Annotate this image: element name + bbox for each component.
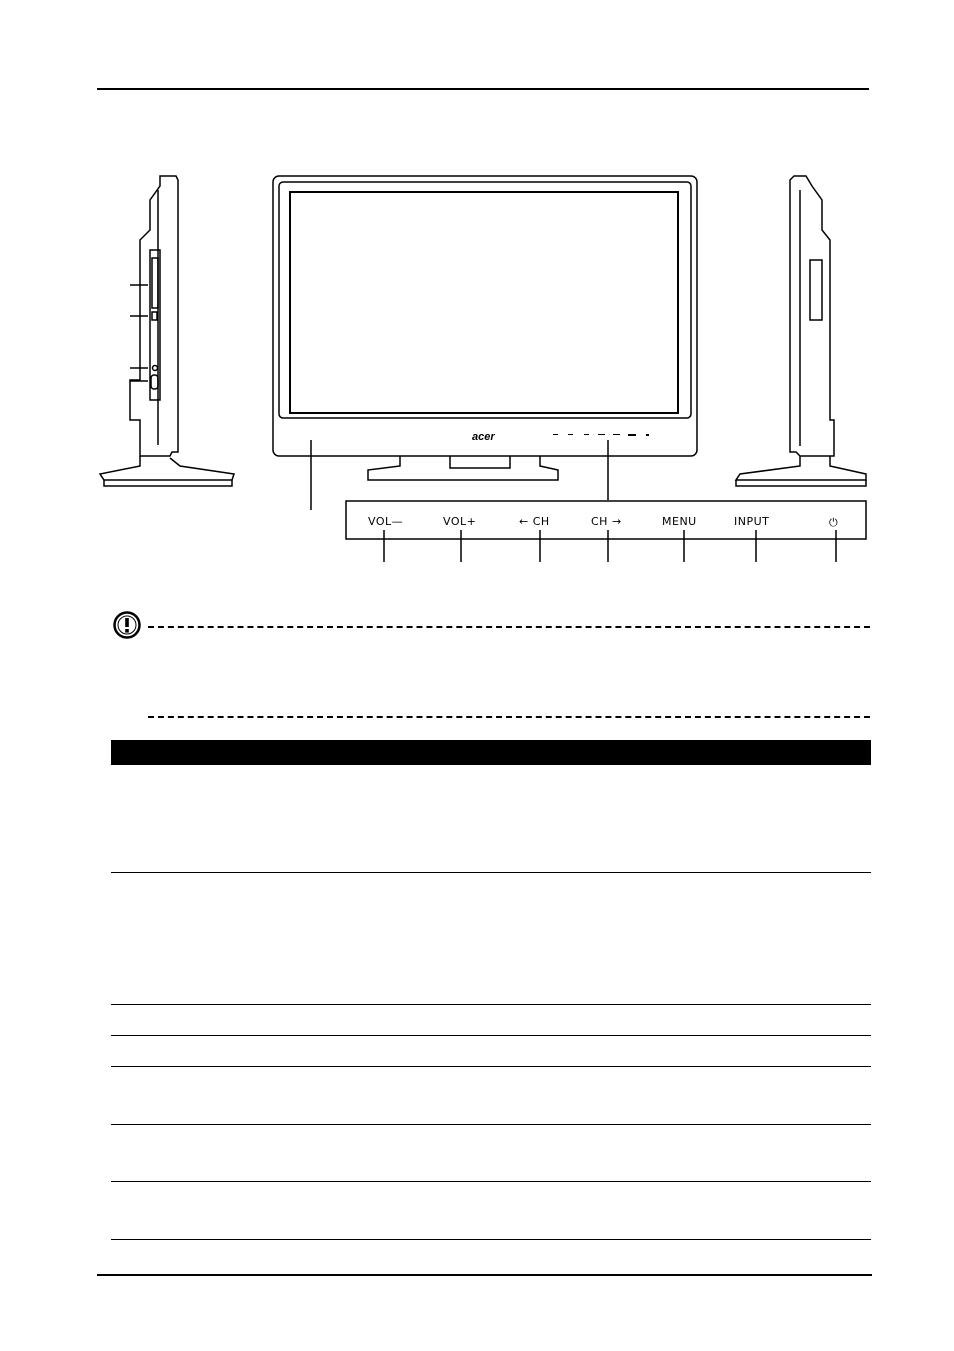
- power-icon: ⏻: [829, 516, 839, 529]
- button-label-ch-down: ← CH: [519, 515, 550, 528]
- button-label-vol-down: VOL—: [368, 515, 404, 528]
- front-indicators: [553, 434, 649, 436]
- table-row: [111, 872, 871, 873]
- button-label-ch-up: CH →: [591, 515, 622, 528]
- exclamation-circle-icon: [112, 610, 142, 640]
- left-side-view: [100, 176, 234, 486]
- brand-logo: acer: [472, 431, 495, 443]
- note-divider-top: [148, 626, 870, 628]
- table-row: [111, 1035, 871, 1036]
- table-row: [111, 1181, 871, 1182]
- tv-diagram: [0, 0, 954, 600]
- table-header: [111, 740, 871, 765]
- table-row: [111, 1004, 871, 1005]
- button-label-input: INPUT: [734, 515, 770, 528]
- table-row: [111, 1124, 871, 1125]
- button-label-menu: MENU: [662, 515, 697, 528]
- button-strip: [346, 501, 866, 562]
- right-side-view: [736, 176, 866, 486]
- table-row: [111, 1066, 871, 1067]
- footer-rule: [97, 1274, 872, 1276]
- button-label-vol-up: VOL+: [443, 515, 477, 528]
- note-divider-bottom: [148, 716, 870, 718]
- table-row: [111, 1239, 871, 1240]
- front-view: [273, 176, 697, 510]
